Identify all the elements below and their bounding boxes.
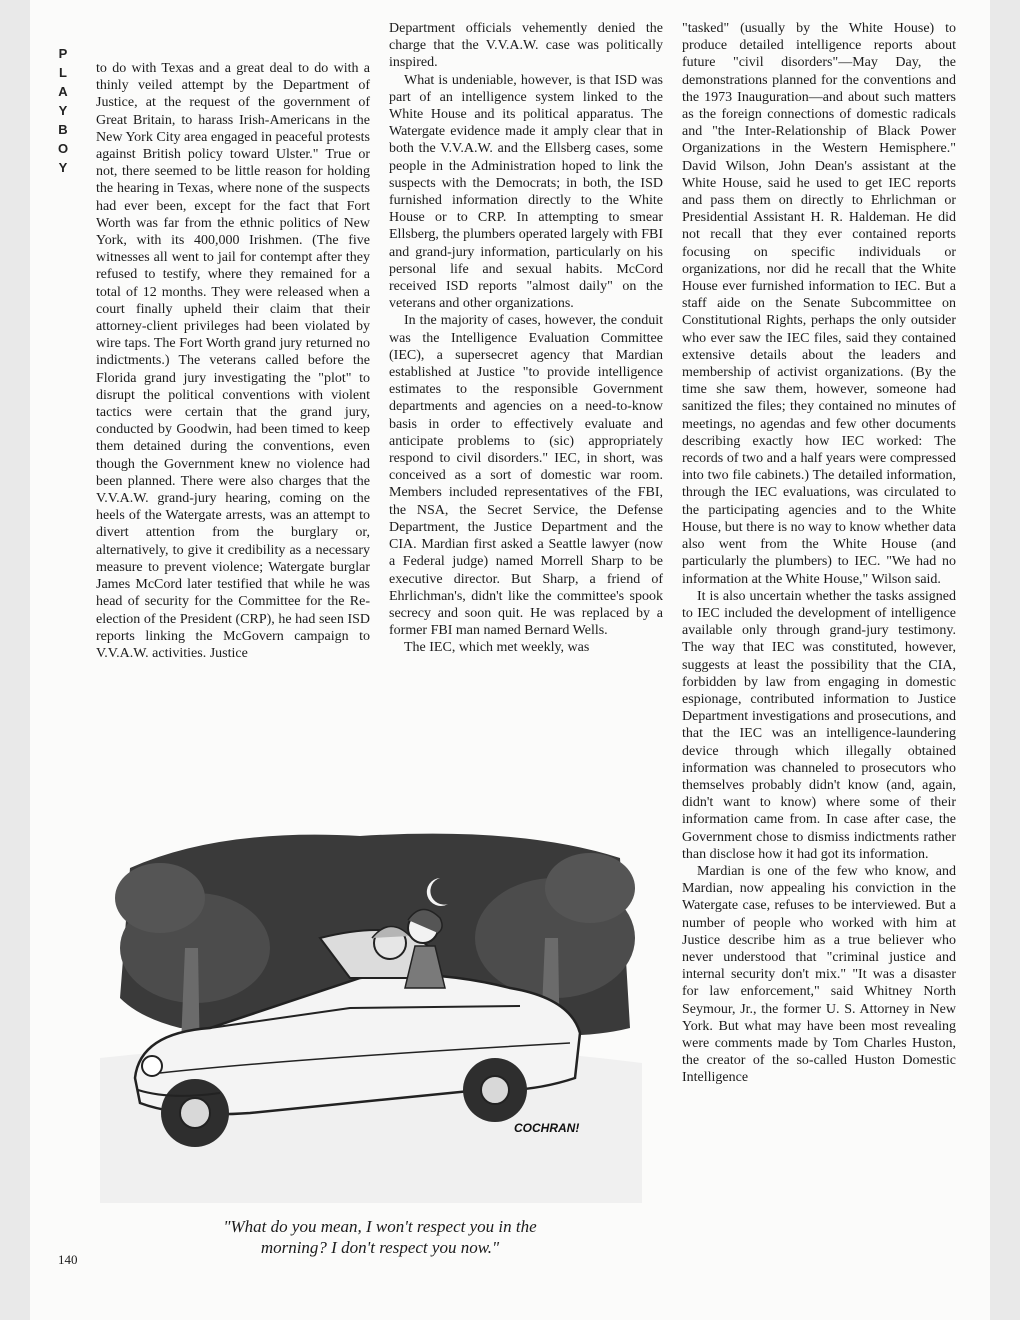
caption-line: "What do you mean, I won't respect you in the <box>223 1217 537 1236</box>
article-column-2 <box>389 20 663 657</box>
label-letter: O <box>57 141 69 156</box>
cartoon-caption <box>150 1216 610 1258</box>
cartoon-illustration <box>100 828 642 1203</box>
label-letter: Y <box>58 160 68 175</box>
magazine-vertical-label <box>54 44 72 177</box>
article-column-3 <box>682 20 956 1087</box>
article-column-1 <box>96 60 370 662</box>
paragraph: The IEC, which met weekly, was <box>404 640 590 656</box>
label-letter: L <box>59 65 67 80</box>
label-letter: A <box>58 84 68 99</box>
convertible-car-illustration <box>100 828 642 1203</box>
paragraph: Mardian is one of the few who know, and Mardian, now appealing his conviction in the Watergate case, refuses to be interviewed. But a number of people who worked with him at Justice describe him as a true believer who never understood that "criminal justice and internal security don't mix." "It was a disaster for law enforcement," said Whitney North Seymour, Jr., the former U. S. Attorney in New York. But what may have been most revealing were comments made by Tom Charles Huston, the creator of the so-called Huston Domestic Intelligence <box>682 863 956 1086</box>
paragraph: to do with Texas and a great deal to do with a thinly veiled attempt by the Department of Justice, at the request of the government of Great Britain, to harass Irish-Americans in the New York City area engaged in peaceful protests against British policy toward Ulster." True or not, there seemed to be little reason for holding the hearing in Texas, where none of the suspects had ever been, except for the fact that Fort Worth was far from the ethnic politics of New York, with its 400,000 Irishmen. (The five witnesses all went to jail for contempt after they refused to testify, where they remained for a total of 12 months. They were released when a court finally upheld their claim that their attorney-client privileges had been violated by wire taps. The Fort Worth grand jury returned no indictments.) The veterans called before the Florida grand jury investigating the "plot" to disrupt the political conventions with violent tactics were certain that the grand jury, conducted by Goodwin, had been timed to keep them detained during the conventions, even though the Government knew no violence had been planned. There were also charges that the V.V.A.W. grand-jury hearing, coming on the heels of the Watergate arrests, was an attempt to divert attention from the burglary or, alternatively, to give it credibility as a necessary measure to prevent violence; Watergate burglar James McCord later testified that while he was head of security for the Committee for the Re-election of the President (CRP), he had seen ISD reports linking the McGovern campaign to V.V.A.W. activities. Justice <box>96 61 370 661</box>
paragraph: Department officials vehemently denied the charge that the V.V.A.W. case was politically inspired. <box>389 21 663 71</box>
paragraph: What is undeniable, however, is that ISD was part of an intelligence system linked to the White House and its political apparatus. The Watergate evidence made it amply clear that in both the V.V.A.W. and the Ellsberg cases, some people in the Administration hoped to link the suspects with the Democrats; in both, the ISD furnished information directly to the White House or to CRP. In attempting to smear Ellsberg, the plumbers operated largely with FBI and grand-jury information, particularly on his personal life and sexual habits. McCord received ISD reports "almost daily" on the veterans and other organizations. <box>389 72 663 312</box>
page-number: 140 <box>58 1252 78 1267</box>
label-letter: Y <box>58 103 68 118</box>
label-letter: B <box>58 122 68 137</box>
paragraph: "tasked" (usually by the White House) to produce detailed intelligence reports about future "civil disorders"—May Day, the demonstrations planned for the conventions and the 1973 Inauguration—and about such matters as the foreign connections of domestic radicals and "the Inter-Relationship of Black Power Organizations in the Western Hemisphere." David Wilson, John Dean's assistant at the White House, said he used to get IEC reports and pass them on directly to Ehrlichman or Presidential Assistant H. R. Haldeman. He did not recall that they ever contained reports focusing on specific individuals or organizations, nor did he recall that the White House ever furnished information to IEC. But a staff aide on the Senate Subcommittee on Constitutional Rights, perhaps the only outsider who ever saw the IEC files, said they contained extensive details about the leaders and membership of activist organizations. (By the time she saw them, however, someone had sanitized the files; they contained no minutes of meetings, no agendas and few other documents describing exactly how IEC worked: The records of two and a half years were compressed into two file cabinets.) The detailed information, through the IEC evaluations, was circulated to the participating agencies and to the White House, but there is no way to know whether data also went from the White House (and particularly the plumbers) to IEC. "We had no information at the White House," Wilson said. <box>682 21 956 587</box>
cartoonist-signature: COCHRAN! <box>514 1121 580 1135</box>
caption-line: morning? I don't respect you now." <box>260 1238 500 1257</box>
label-letter: P <box>58 46 68 61</box>
paragraph: In the majority of cases, however, the conduit was the Intelligence Evaluation Committee (IEC), a supersecret agency that Mardian established at Justice "to provide intelligence estimates to the responsible Government departments and agencies on a need-to-know basis in order to effectively evaluate and anticipate problems to (sic) appropriately respond to civil disorders." IEC, in short, was conceived as a sort of domestic war room. Members included representatives of the FBI, the NSA, the Secret Service, the Defense Department, the Justice Department and the CIA. Mardian first asked a Seattle lawyer (now a Federal judge) named Morrell Sharp to be executive director. But Sharp, a friend of Ehrlichman's, didn't like the committee's spook secrecy and soon quit. He was replaced by a former FBI man named Bernard Wells. <box>389 313 663 639</box>
paragraph: It is also uncertain whether the tasks assigned to IEC included the development of intelligence available only through grand-jury testimony. The way that IEC was constituted, however, suggests at least the possibility that the CIA, forbidden by law from engaging in domestic espionage, contributed information to Justice Department investigations and prosecutions, and that the IEC was an intelligence-laundering device through which illegally obtained information was channeled to prosecutors who themselves probably didn't know (and, again, didn't want to know) where some of their information came from. In case after case, the Government chose to dismiss indictments rather than disclose how it had got its information. <box>682 588 956 862</box>
